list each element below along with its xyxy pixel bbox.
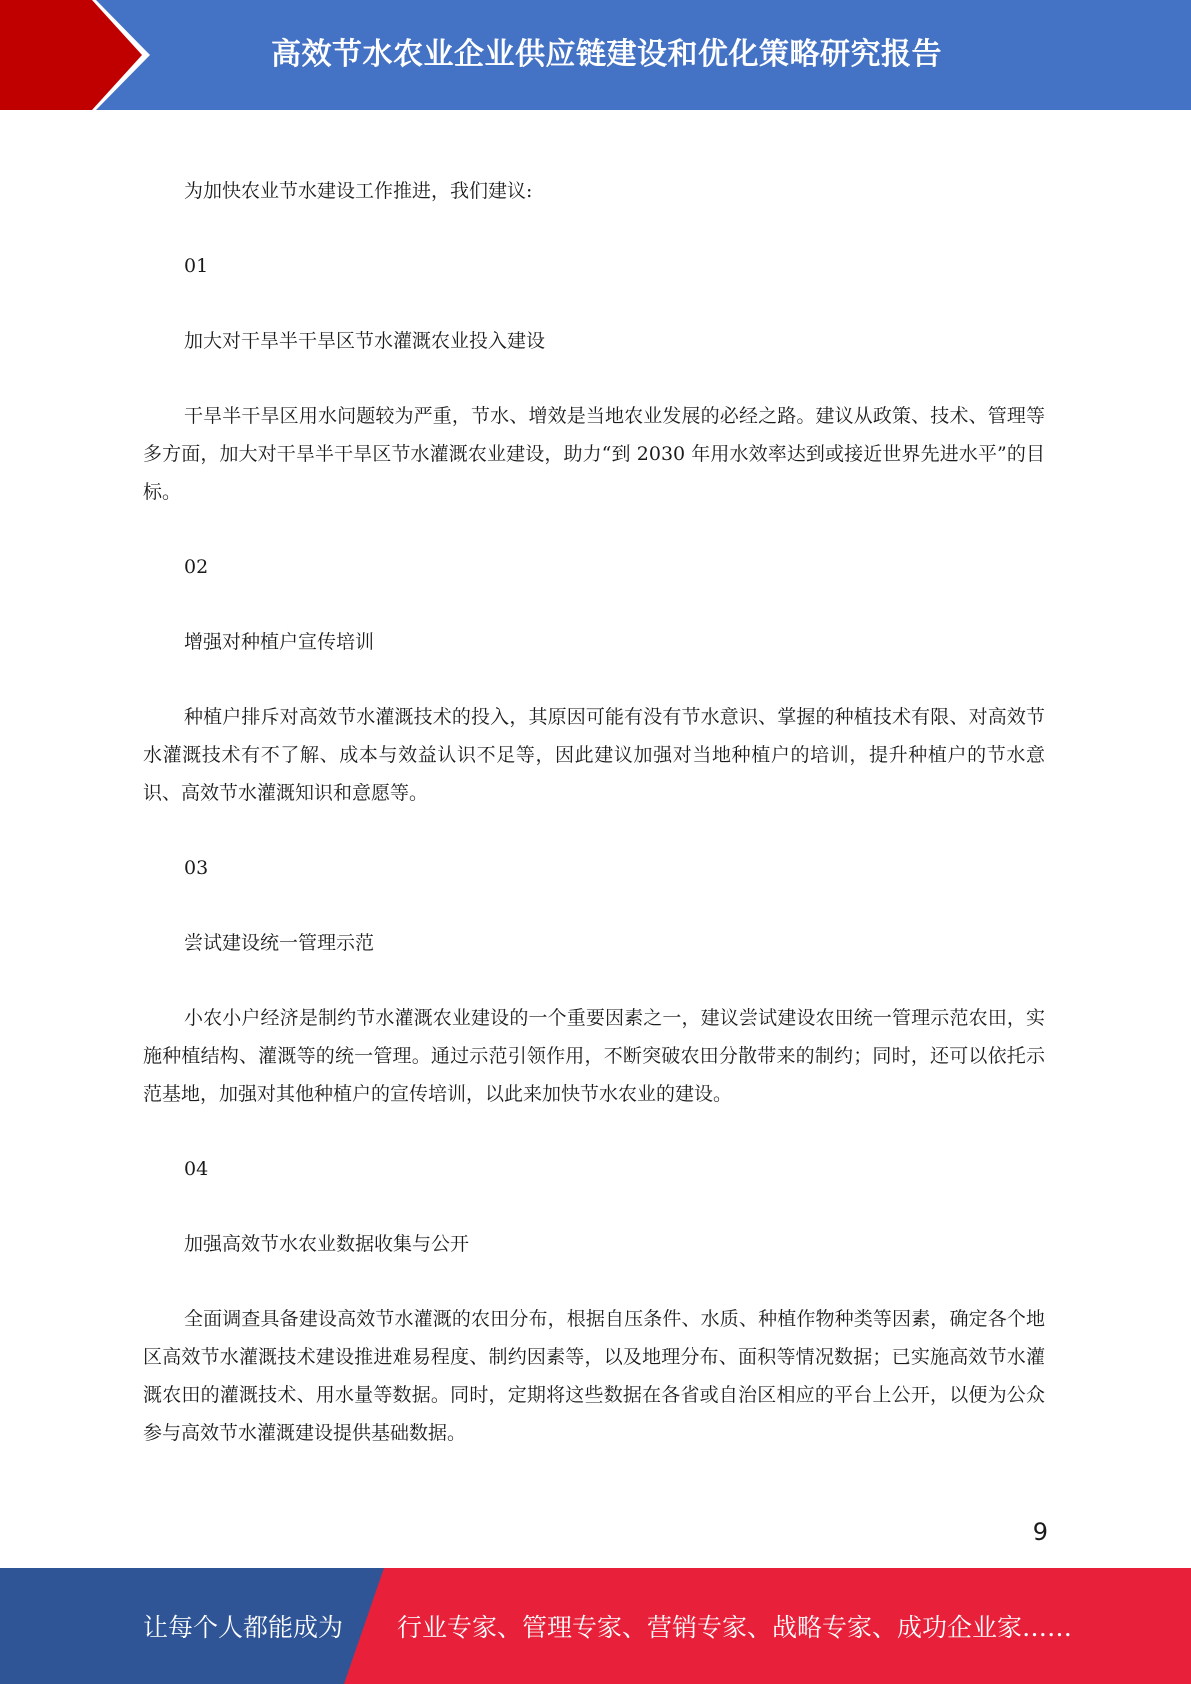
footer-slogan-left: 让每个人都能成为: [143, 1613, 344, 1642]
section-heading: 增强对种植户宣传培训: [184, 631, 375, 653]
section-body: 种植户排斥对高效节水灌溉技术的投入，其原因可能有没有节水意识、掌握的种植技术有限、对高效节水灌溉技术有不了解、成本与效益认识不足等，因此建议加强对当地种植户的培训，提升种植户的节水意识、高效节水灌溉知识和意愿等。: [143, 706, 1045, 804]
header-banner: [0, 0, 1191, 110]
section-body: 小农小户经济是制约节水灌溉农业建设的一个重要因素之一，建议尝试建设农田统一管理示范农田，实施种植结构、灌溉等的统一管理。通过示范引领作用，不断突破农田分散带来的制约；同时，还可以依托示范基地，加强对其他种植户的宣传培训，以此来加快节水农业的建设。: [143, 1007, 1045, 1105]
footer-slogan-right: 行业专家、管理专家、营销专家、战略专家、成功企业家……: [397, 1613, 1073, 1642]
report-title-text: 高效节水农业企业供应链建设和优化策略研究报告: [271, 37, 942, 72]
section-heading: 尝试建设统一管理示范: [184, 932, 375, 954]
section-body: 干旱半干旱区用水问题较为严重，节水、增效是当地农业发展的必经之路。建议从政策、技术、管理等多方面，加大对干旱半干旱区节水灌溉农业建设，助力“到 2030 年用水效率达到或接近世界先进水平”的目标。: [143, 405, 1045, 503]
section-heading: 加大对干旱半干旱区节水灌溉农业投入建设: [184, 330, 546, 352]
report-title: [0, 0, 1191, 102]
section-number: 03: [184, 857, 209, 879]
document-body: [143, 172, 1045, 1452]
section-number: 04: [184, 1158, 209, 1180]
section-number: 02: [184, 556, 209, 578]
footer-banner: [0, 1568, 1191, 1684]
page-number: 9: [1032, 1518, 1048, 1546]
intro-paragraph: 为加快农业节水建设工作推进，我们建议:: [184, 180, 533, 202]
section-heading: 加强高效节水农业数据收集与公开: [184, 1233, 470, 1255]
section-number: 01: [184, 255, 209, 277]
section-body: 全面调查具备建设高效节水灌溉的农田分布，根据自压条件、水质、种植作物种类等因素，确定各个地区高效节水灌溉技术建设推进难易程度、制约因素等，以及地理分布、面积等情况数据；已实施高效节水灌溉农田的灌溉技术、用水量等数据。同时，定期将这些数据在各省或自治区相应的平台上公开，以便为公众参与高效节水灌溉建设提供基础数据。: [143, 1308, 1045, 1444]
